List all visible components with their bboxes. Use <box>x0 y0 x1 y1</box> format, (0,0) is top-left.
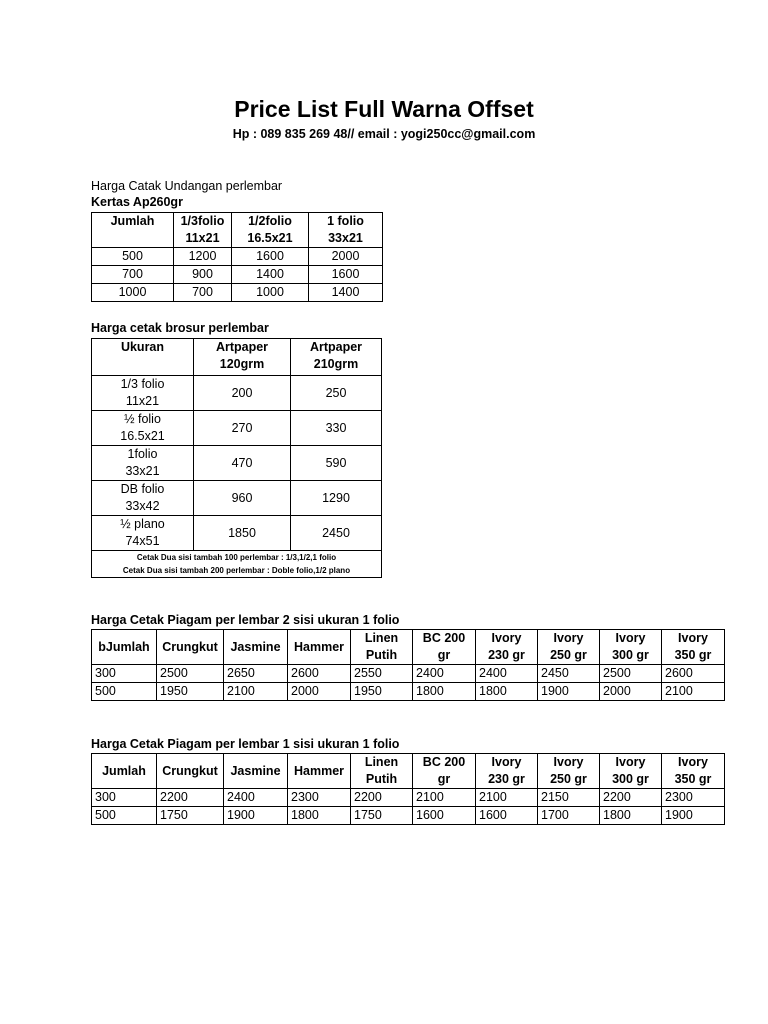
note-row <box>92 551 382 578</box>
table-cell: 330 <box>291 411 382 446</box>
table-cell: 2400 <box>413 665 476 683</box>
table-header-row <box>92 630 725 665</box>
table-row <box>92 248 383 266</box>
table-cell: 1800 <box>600 807 662 825</box>
table-cell: 2150 <box>538 789 600 807</box>
table-cell: 1900 <box>224 807 288 825</box>
col-header: Ivory 300 gr <box>600 754 662 789</box>
col-header: Hammer <box>288 630 351 665</box>
undangan-caption: Harga Catak Undangan perlembar <box>91 179 283 193</box>
table-row <box>92 807 725 825</box>
table-cell: 700 <box>92 266 174 284</box>
table-header-row <box>92 339 382 376</box>
table-cell: 2600 <box>288 665 351 683</box>
table-cell: 1750 <box>157 807 224 825</box>
col-header: Jumlah <box>92 213 174 248</box>
col-header: Jumlah <box>92 754 157 789</box>
piagam-2sisi-table <box>91 629 725 701</box>
col-header: Linen Putih <box>351 630 413 665</box>
table-cell: 1900 <box>538 683 600 701</box>
col-header: Linen Putih <box>351 754 413 789</box>
undangan-table <box>91 212 383 302</box>
table-row <box>92 516 382 551</box>
table-cell: 590 <box>291 446 382 481</box>
table-row <box>92 481 382 516</box>
table-row <box>92 683 725 701</box>
col-header: Jasmine <box>224 754 288 789</box>
table-cell: 1750 <box>351 807 413 825</box>
piagam1-caption: Harga Cetak Piagam per lembar 1 sisi ukuran 1 folio <box>91 737 400 751</box>
col-header: bJumlah <box>92 630 157 665</box>
table-cell: 2200 <box>157 789 224 807</box>
table-cell: 1850 <box>194 516 291 551</box>
table-cell: 1600 <box>413 807 476 825</box>
col-header: 1/2folio 16.5x21 <box>232 213 309 248</box>
table-cell: 1000 <box>232 284 309 302</box>
table-cell: 1950 <box>351 683 413 701</box>
table-cell: 1600 <box>232 248 309 266</box>
col-header: 1/3folio 11x21 <box>174 213 232 248</box>
col-header: BC 200 gr <box>413 754 476 789</box>
undangan-paper-caption: Kertas Ap260gr <box>91 195 183 209</box>
table-cell: 1800 <box>288 807 351 825</box>
table-cell: 1200 <box>174 248 232 266</box>
col-header: Crungkut <box>157 630 224 665</box>
table-cell: 2300 <box>288 789 351 807</box>
col-header: Artpaper 120grm <box>194 339 291 376</box>
piagam2-caption: Harga Cetak Piagam per lembar 2 sisi ukuran 1 folio <box>91 613 400 627</box>
table-row <box>92 284 383 302</box>
col-header: Jasmine <box>224 630 288 665</box>
table-cell: 2450 <box>291 516 382 551</box>
table-cell: 1800 <box>413 683 476 701</box>
col-header: Ivory 350 gr <box>662 754 725 789</box>
table-row <box>92 446 382 481</box>
table-row <box>92 266 383 284</box>
col-header: Ivory 300 gr <box>600 630 662 665</box>
table-cell: 200 <box>194 376 291 411</box>
col-header: Hammer <box>288 754 351 789</box>
col-header: Ivory 350 gr <box>662 630 725 665</box>
table-cell: 2000 <box>309 248 383 266</box>
table-cell: 2450 <box>538 665 600 683</box>
table-row <box>92 789 725 807</box>
table-header-row <box>92 754 725 789</box>
table-header-row <box>92 213 383 248</box>
table-cell: 1290 <box>291 481 382 516</box>
table-cell: 1700 <box>538 807 600 825</box>
table-cell: 470 <box>194 446 291 481</box>
table-cell: 2400 <box>476 665 538 683</box>
brosur-note: Cetak Dua sisi tambah 100 perlembar : 1/3,1/2,1 folio Cetak Dua sisi tambah 200 perlembar : Doble folio,1/2 plano <box>92 551 382 578</box>
table-row <box>92 665 725 683</box>
col-header: Crungkut <box>157 754 224 789</box>
table-cell: 1000 <box>92 284 174 302</box>
table-cell: 2100 <box>413 789 476 807</box>
table-cell: 500 <box>92 683 157 701</box>
table-cell: 2100 <box>476 789 538 807</box>
table-cell: 1600 <box>476 807 538 825</box>
table-cell: 250 <box>291 376 382 411</box>
table-cell: 2200 <box>351 789 413 807</box>
brosur-caption: Harga cetak brosur perlembar <box>91 321 269 335</box>
table-cell: 1600 <box>309 266 383 284</box>
table-row <box>92 376 382 411</box>
table-cell: 2000 <box>600 683 662 701</box>
table-cell: 2550 <box>351 665 413 683</box>
size-cell: ½ folio 16.5x21 <box>92 411 194 446</box>
table-cell: 2000 <box>288 683 351 701</box>
col-header: Ivory 250 gr <box>538 754 600 789</box>
brosur-table <box>91 338 382 578</box>
page-title: Price List Full Warna Offset <box>234 96 534 122</box>
table-cell: 1900 <box>662 807 725 825</box>
col-header: Ivory 230 gr <box>476 630 538 665</box>
col-header: BC 200 gr <box>413 630 476 665</box>
col-header: Ivory 230 gr <box>476 754 538 789</box>
table-cell: 270 <box>194 411 291 446</box>
table-cell: 2200 <box>600 789 662 807</box>
col-header: Ukuran <box>92 339 194 376</box>
table-cell: 2500 <box>600 665 662 683</box>
col-header: Ivory 250 gr <box>538 630 600 665</box>
size-cell: 1/3 folio 11x21 <box>92 376 194 411</box>
table-cell: 1400 <box>232 266 309 284</box>
table-cell: 1950 <box>157 683 224 701</box>
table-cell: 300 <box>92 665 157 683</box>
table-cell: 900 <box>174 266 232 284</box>
table-cell: 700 <box>174 284 232 302</box>
table-cell: 1800 <box>476 683 538 701</box>
col-header: 1 folio 33x21 <box>309 213 383 248</box>
col-header: Artpaper 210grm <box>291 339 382 376</box>
contact-info: Hp : 089 835 269 48// email : yogi250cc@gmail.com <box>232 127 536 141</box>
table-cell: 2300 <box>662 789 725 807</box>
table-cell: 2100 <box>224 683 288 701</box>
size-cell: 1folio 33x21 <box>92 446 194 481</box>
table-cell: 1400 <box>309 284 383 302</box>
piagam-1sisi-table <box>91 753 725 825</box>
table-row <box>92 411 382 446</box>
size-cell: ½ plano 74x51 <box>92 516 194 551</box>
table-cell: 2100 <box>662 683 725 701</box>
table-cell: 960 <box>194 481 291 516</box>
size-cell: DB folio 33x42 <box>92 481 194 516</box>
table-cell: 500 <box>92 248 174 266</box>
table-cell: 500 <box>92 807 157 825</box>
table-cell: 2400 <box>224 789 288 807</box>
table-cell: 2600 <box>662 665 725 683</box>
table-cell: 2650 <box>224 665 288 683</box>
table-cell: 2500 <box>157 665 224 683</box>
table-cell: 300 <box>92 789 157 807</box>
